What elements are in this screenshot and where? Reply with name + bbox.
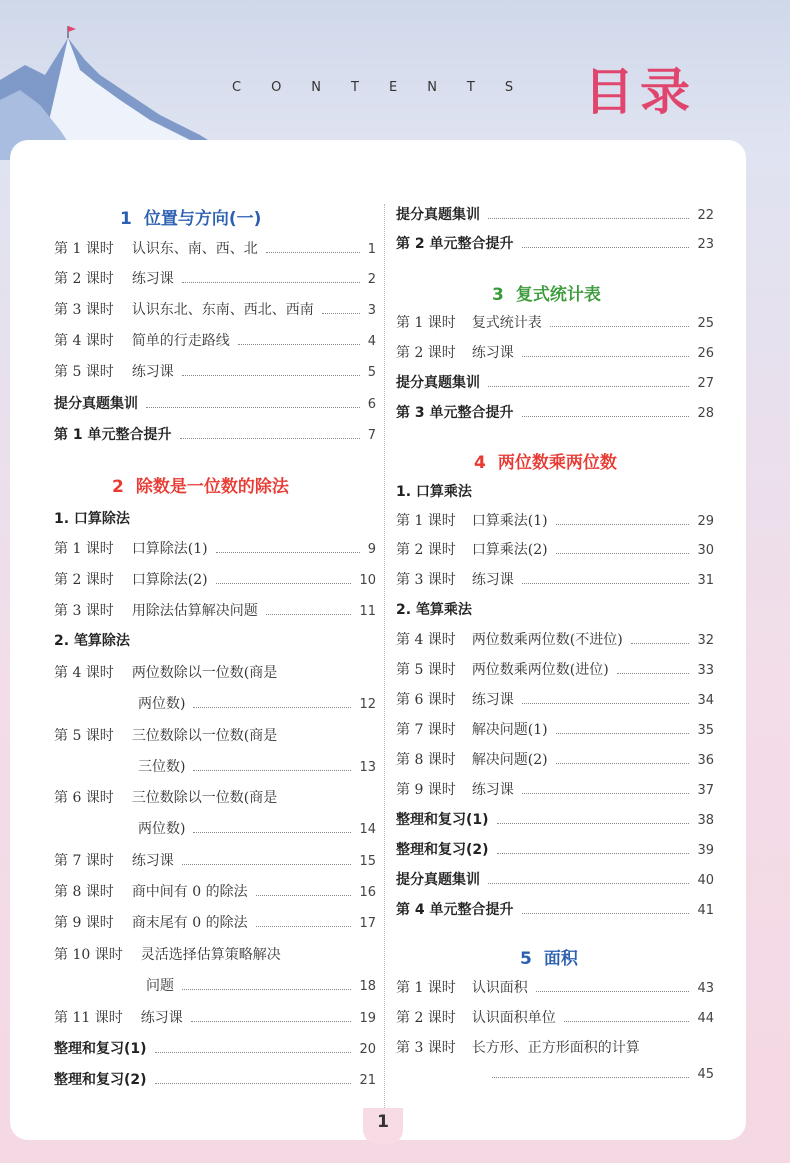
toc-entry[interactable]: 第 4 课时 两位数乘两位数(不进位) 32 [396,632,714,648]
toc-entry[interactable]: 第 4 课时 简单的行走路线 4 [54,333,376,349]
toc-entry[interactable]: 提分真题集训 27 [396,375,714,391]
contents-heading: CONTENTS [232,80,544,95]
toc-entry[interactable]: 整理和复习(2) 21 [54,1072,376,1088]
toc-entry[interactable]: 第 1 课时 口算乘法(1) 29 [396,513,714,529]
toc-entry[interactable]: 第 3 单元整合提升 28 [396,405,714,421]
toc-entry[interactable]: 第 9 课时 练习课 37 [396,782,714,798]
toc-entry[interactable]: 第 1 课时 口算除法(1) 9 [54,541,376,557]
toc-entry[interactable]: 第 2 课时 口算除法(2) 10 [54,572,376,588]
toc-entry[interactable]: 第 1 单元整合提升 7 [54,427,376,443]
section-1-title: 1 位置与方向(一) [120,209,262,229]
toc-entry-continuation[interactable]: 两位数) 14 [138,821,376,837]
toc-entry[interactable]: 第 2 课时 练习课 2 [54,271,376,287]
section-2-title: 2 除数是一位数的除法 [112,477,289,497]
page-number-text: 1 [377,1112,389,1132]
column-divider [384,204,385,1134]
toc-entry[interactable]: 第 4 单元整合提升 41 [396,902,714,918]
section-4-title: 4 两位数乘两位数 [474,453,617,473]
toc-entry[interactable]: 第 3 课时 练习课 31 [396,572,714,588]
page-title: 目录 [584,63,696,121]
toc-entry[interactable]: 第 1 课时 认识东、南、西、北 1 [54,241,376,257]
toc-entry-continuation[interactable]: 三位数) 13 [138,759,376,775]
mountain-illustration [0,20,240,160]
toc-entry[interactable]: 第 6 课时 练习课 34 [396,692,714,708]
subsection-title: 2. 笔算除法 [54,633,130,649]
toc-entry[interactable]: 提分真题集训 40 [396,872,714,888]
toc-entry[interactable]: 第 9 课时 商末尾有 0 的除法 17 [54,915,376,931]
toc-entry[interactable]: 第 10 课时 灵活选择估算策略解决 [54,947,281,963]
toc-entry[interactable]: 第 6 课时 三位数除以一位数(商是 [54,790,278,806]
toc-entry[interactable]: 第 11 课时 练习课 19 [54,1010,376,1026]
toc-entry[interactable]: 第 1 课时 复式统计表 25 [396,315,714,331]
subsection-title: 2. 笔算乘法 [396,602,472,618]
toc-entry-continuation[interactable]: 两位数) 12 [138,696,376,712]
toc-entry[interactable]: 第 3 课时 用除法估算解决问题 11 [54,603,376,619]
section-3-title: 3 复式统计表 [492,285,601,305]
toc-entry-continuation[interactable]: 问题 18 [146,978,376,994]
section-5-title: 5 面积 [520,949,578,969]
toc-entry[interactable]: 第 2 单元整合提升 23 [396,236,714,252]
subsection-title: 1. 口算乘法 [396,484,472,500]
toc-entry[interactable]: 第 2 课时 口算乘法(2) 30 [396,542,714,558]
toc-entry[interactable]: 第 7 课时 练习课 15 [54,853,376,869]
toc-entry[interactable]: 第 8 课时 商中间有 0 的除法 16 [54,884,376,900]
toc-entry[interactable]: 第 5 课时 两位数乘两位数(进位) 33 [396,662,714,678]
toc-entry[interactable]: 整理和复习(1) 20 [54,1041,376,1057]
toc-entry[interactable]: 第 5 课时 练习课 5 [54,364,376,380]
toc-entry[interactable]: 第 3 课时 长方形、正方形面积的计算 [396,1040,640,1056]
page-number [363,1108,403,1152]
toc-entry[interactable]: 第 2 课时 认识面积单位 44 [396,1010,714,1026]
toc-entry[interactable]: 第 1 课时 认识面积 43 [396,980,714,996]
toc-panel [10,140,746,1140]
toc-entry[interactable]: 第 4 课时 两位数除以一位数(商是 [54,665,278,681]
toc-entry[interactable]: 整理和复习(2) 39 [396,842,714,858]
toc-entry-continuation[interactable]: 45 [492,1067,714,1082]
toc-entry[interactable]: 第 8 课时 解决问题(2) 36 [396,752,714,768]
toc-entry[interactable]: 第 2 课时 练习课 26 [396,345,714,361]
subsection-title: 1. 口算除法 [54,511,130,527]
toc-entry[interactable]: 提分真题集训 6 [54,396,376,412]
toc-entry[interactable]: 整理和复习(1) 38 [396,812,714,828]
toc-entry[interactable]: 提分真题集训 22 [396,207,714,223]
header [0,0,790,160]
toc-entry[interactable]: 第 5 课时 三位数除以一位数(商是 [54,728,278,744]
toc-entry[interactable]: 第 3 课时 认识东北、东南、西北、西南 3 [54,302,376,318]
toc-entry[interactable]: 第 7 课时 解决问题(1) 35 [396,722,714,738]
